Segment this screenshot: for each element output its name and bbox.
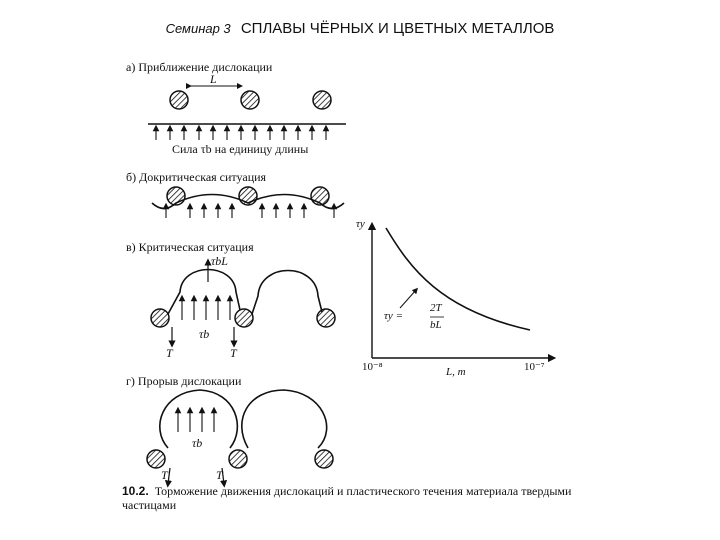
x-tick-max: 10⁻⁷	[524, 361, 545, 373]
particle	[313, 91, 331, 109]
panel-c-title: в) Критическая ситуация	[126, 240, 254, 254]
panel-d-title: г) Прорыв дислокации	[126, 374, 242, 388]
seminar-label: Семинар 3	[165, 21, 231, 36]
bowed-dislocation-c1	[168, 270, 240, 315]
stress-graph	[372, 226, 552, 358]
loop-d2	[242, 390, 327, 448]
panel-a-title: а) Приближение дислокации	[126, 60, 273, 74]
panel-a-particles	[170, 91, 331, 109]
arrow-T-left-d	[168, 468, 170, 484]
label-tb-d: τb	[192, 436, 203, 450]
force-arrows-c	[182, 298, 230, 320]
particle	[315, 450, 333, 468]
formula-lhs: τy =	[384, 310, 403, 322]
particle	[241, 91, 259, 109]
x-tick-min: 10⁻⁸	[362, 361, 383, 373]
label-T-c-right: T	[230, 346, 237, 360]
force-arrows-d	[178, 410, 214, 432]
particle	[151, 309, 169, 327]
particle	[147, 450, 165, 468]
stress-curve	[386, 228, 530, 330]
label-T-d-left: T	[161, 468, 168, 482]
caption-number: 10.2.	[122, 484, 149, 498]
x-axis-label: L, m	[446, 366, 466, 378]
figure-caption	[122, 484, 602, 512]
formula-pointer	[400, 290, 416, 308]
formula-denominator: bL	[430, 319, 442, 331]
label-tbL: τbL	[211, 254, 228, 268]
force-label: Сила τb на единицу длины	[172, 142, 309, 156]
formula-numerator: 2T	[430, 302, 442, 314]
title-text: СПЛАВЫ ЧЁРНЫХ И ЦВЕТНЫХ МЕТАЛЛОВ	[240, 20, 555, 37]
graph-y-label: τy	[356, 218, 365, 230]
particle	[229, 450, 247, 468]
particle	[317, 309, 335, 327]
panel-b-title: б) Докритическая ситуация	[126, 170, 267, 184]
spacing-label-L: L	[210, 72, 217, 86]
force-arrows-a	[156, 128, 326, 140]
caption-text: Торможение движения дислокаций и пластического течения материала твердыми частицами	[122, 484, 572, 512]
label-tb-c: τb	[199, 327, 210, 341]
label-T-d-right: T	[216, 468, 223, 482]
particle	[170, 91, 188, 109]
bowed-dislocation-c2	[252, 271, 322, 315]
label-T-c-left: T	[166, 346, 173, 360]
particle	[235, 309, 253, 327]
force-arrows-b	[166, 206, 334, 218]
